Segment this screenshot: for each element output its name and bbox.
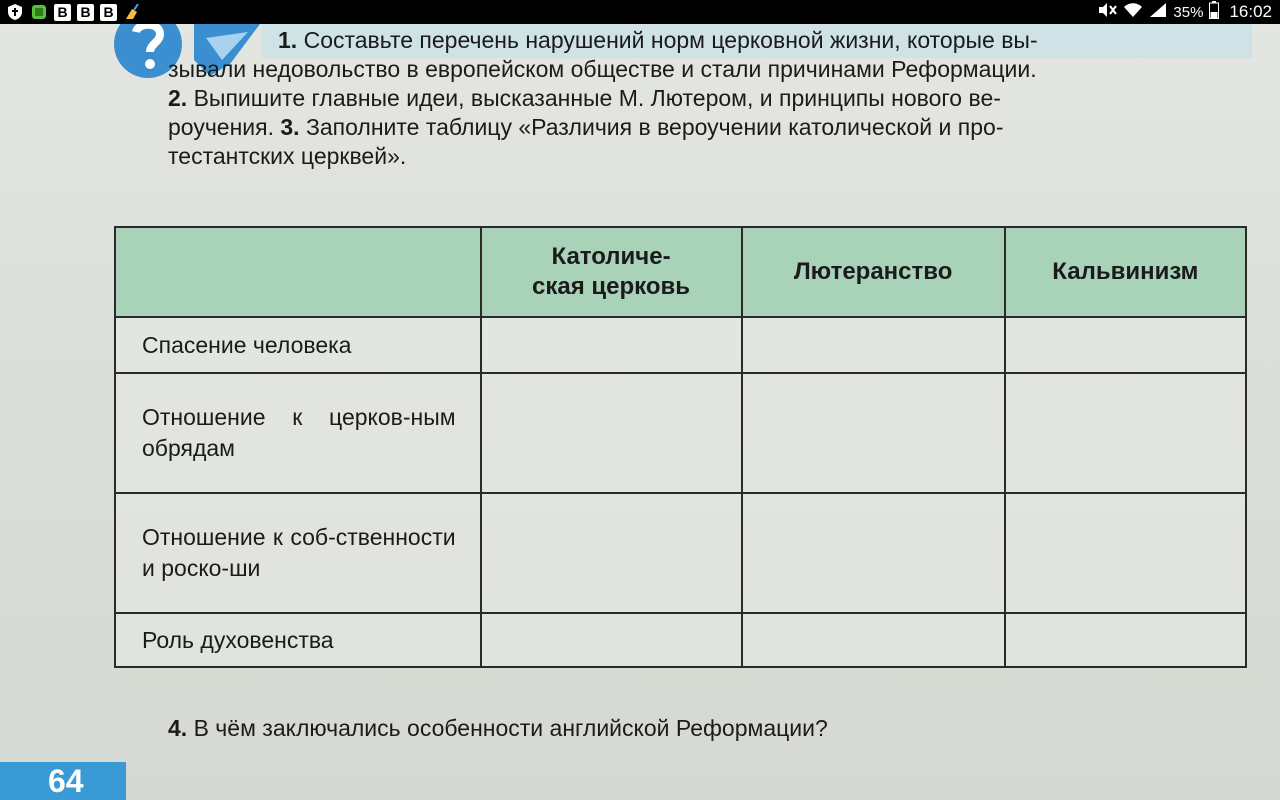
task-1-number: 1. [278, 27, 298, 53]
task-1-line-2: зывали недовольство в европейском обществе и стали причинами Реформации. [168, 56, 1037, 82]
row-label: Спасение человека [115, 317, 481, 373]
table-cell[interactable] [742, 493, 1005, 613]
clock: 16:02 [1229, 2, 1272, 21]
page-number: 64 [0, 762, 126, 800]
task-2-line-1 [168, 84, 1240, 113]
battery-percent: 35% [1173, 3, 1204, 21]
table-cell[interactable] [742, 613, 1005, 667]
table-cell[interactable] [481, 317, 742, 373]
notification-b-icon: B [54, 4, 71, 21]
task-3-number: 3. [280, 114, 300, 140]
row-label: Отношение к соб-ственности и роско-ши [115, 493, 481, 613]
table-row [115, 493, 1246, 613]
shield-icon [6, 3, 24, 21]
table-row [115, 613, 1246, 667]
task-2-number: 2. [168, 85, 188, 111]
status-bar [0, 0, 1280, 24]
table-cell[interactable] [742, 317, 1005, 373]
table-cell[interactable] [1005, 493, 1246, 613]
table-cell[interactable] [1005, 373, 1246, 493]
task-4 [168, 715, 828, 742]
table-header-row [115, 227, 1246, 317]
header-catholic: Католиче- ская церковь [481, 227, 742, 317]
header-empty-cell [115, 227, 481, 317]
row-label: Отношение к церков-ным обрядам [115, 373, 481, 493]
task-4-text: В чём заключались особенности английской Реформации? [193, 715, 828, 741]
header-lutheranism: Лютеранство [742, 227, 1005, 317]
task-2-text: Выпишите главные идеи, высказанные М. Лютером, и принципы нового ве- [193, 85, 1001, 111]
mute-icon [1097, 2, 1117, 22]
cleaner-icon [123, 3, 141, 21]
row-label: Роль духовенства [115, 613, 481, 667]
table-cell[interactable] [1005, 613, 1246, 667]
table-row [115, 373, 1246, 493]
task-1-line-1 [168, 26, 1240, 55]
task-4-number: 4. [168, 715, 188, 741]
table-cell[interactable] [481, 613, 742, 667]
task-3-text: Заполните таблицу «Различия в вероучении католической и про- [305, 114, 1004, 140]
task-1-text: Составьте перечень нарушений норм церковной жизни, которые вы- [303, 27, 1038, 53]
header-calvinism: Кальвинизм [1005, 227, 1246, 317]
wifi-icon [1123, 2, 1143, 22]
signal-icon [1149, 2, 1167, 22]
task-2-3-line [168, 113, 1240, 142]
table-cell[interactable] [481, 373, 742, 493]
table-cell[interactable] [1005, 317, 1246, 373]
table-row [115, 317, 1246, 373]
notification-b-icon: B [100, 4, 117, 21]
tasks-block [168, 26, 1240, 171]
task-3-line-2: тестантских церквей». [168, 143, 407, 169]
table-cell[interactable] [742, 373, 1005, 493]
table-cell[interactable] [481, 493, 742, 613]
task-2-text-end: роучения. [168, 114, 274, 140]
battery-icon [1209, 1, 1219, 23]
comparison-table [114, 226, 1247, 668]
game-icon [30, 3, 48, 21]
notification-b-icon: B [77, 4, 94, 21]
